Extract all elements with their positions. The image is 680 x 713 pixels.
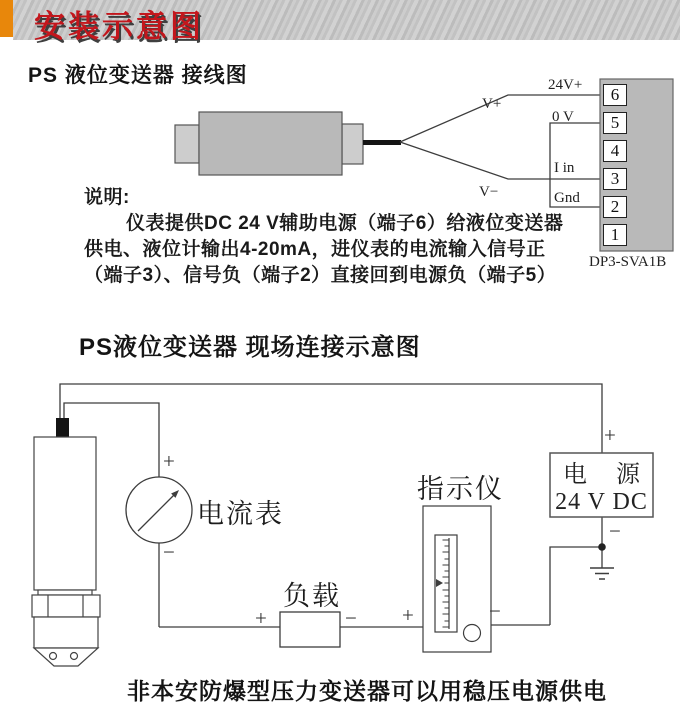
load-symbol [280, 612, 340, 647]
indicator-plus-sign: + [402, 603, 414, 627]
power-minus-sign: − [609, 519, 621, 543]
pin-label-24v: 24V+ [548, 77, 583, 93]
ammeter-label: 电流表 [197, 499, 284, 529]
pin-label-0v: 0 V [552, 109, 574, 125]
power-plus-sign: + [604, 423, 616, 447]
page-title: 安装示意图 [34, 9, 204, 44]
ammeter-plus-sign: + [163, 449, 175, 473]
terminal-4: 4 [603, 140, 627, 162]
ground-icon [590, 568, 614, 579]
wire-label-v-plus: V+ [482, 96, 502, 112]
terminal-5: 5 [603, 112, 627, 134]
wiring-section-title: PS 液位变送器 接线图 [28, 64, 248, 87]
power-label-char2: 源 [616, 462, 640, 488]
power-label-char1: 电 [563, 462, 587, 488]
wire-label-v-minus: V− [479, 184, 499, 200]
indicator-minus-sign: − [489, 599, 501, 623]
note-line-3: （端子3）、信号负（端子2）直接回到电源负（端子5） [84, 265, 557, 286]
load-plus-sign: + [255, 606, 267, 630]
pin-label-gnd: Gnd [554, 190, 580, 206]
transmitter-probe-symbol [32, 418, 100, 666]
power-voltage-label: 24 V DC [555, 489, 648, 515]
power-supply-text [550, 453, 653, 517]
transmitter-device-symbol [175, 112, 401, 175]
junction-dot [598, 543, 606, 551]
terminal-3: 3 [603, 168, 627, 190]
terminal-1: 1 [603, 224, 627, 246]
ammeter-minus-sign: − [163, 540, 175, 564]
ammeter-symbol [126, 477, 192, 543]
field-section-title: PS液位变送器 现场连接示意图 [79, 334, 421, 361]
terminal-block-model: DP3-SVA1B [589, 254, 667, 270]
indicator-label: 指示仪 [417, 474, 504, 504]
load-label: 负载 [283, 581, 341, 611]
indicator-symbol [423, 506, 491, 652]
note-line-1: 仪表提供DC 24 V辅助电源（端子6）给液位变送器 [126, 213, 564, 234]
terminal-2: 2 [603, 196, 627, 218]
note-heading: 说明: [84, 187, 130, 208]
note-line-2: 供电、液位计输出4-20mA，进仪表的电流输入信号正 [84, 239, 546, 260]
terminal-6: 6 [603, 84, 627, 106]
load-minus-sign: − [345, 606, 357, 630]
footnote-text: 非本安防爆型压力变送器可以用稳压电源供电 [127, 678, 607, 704]
pin-label-iin: I in [554, 160, 575, 176]
